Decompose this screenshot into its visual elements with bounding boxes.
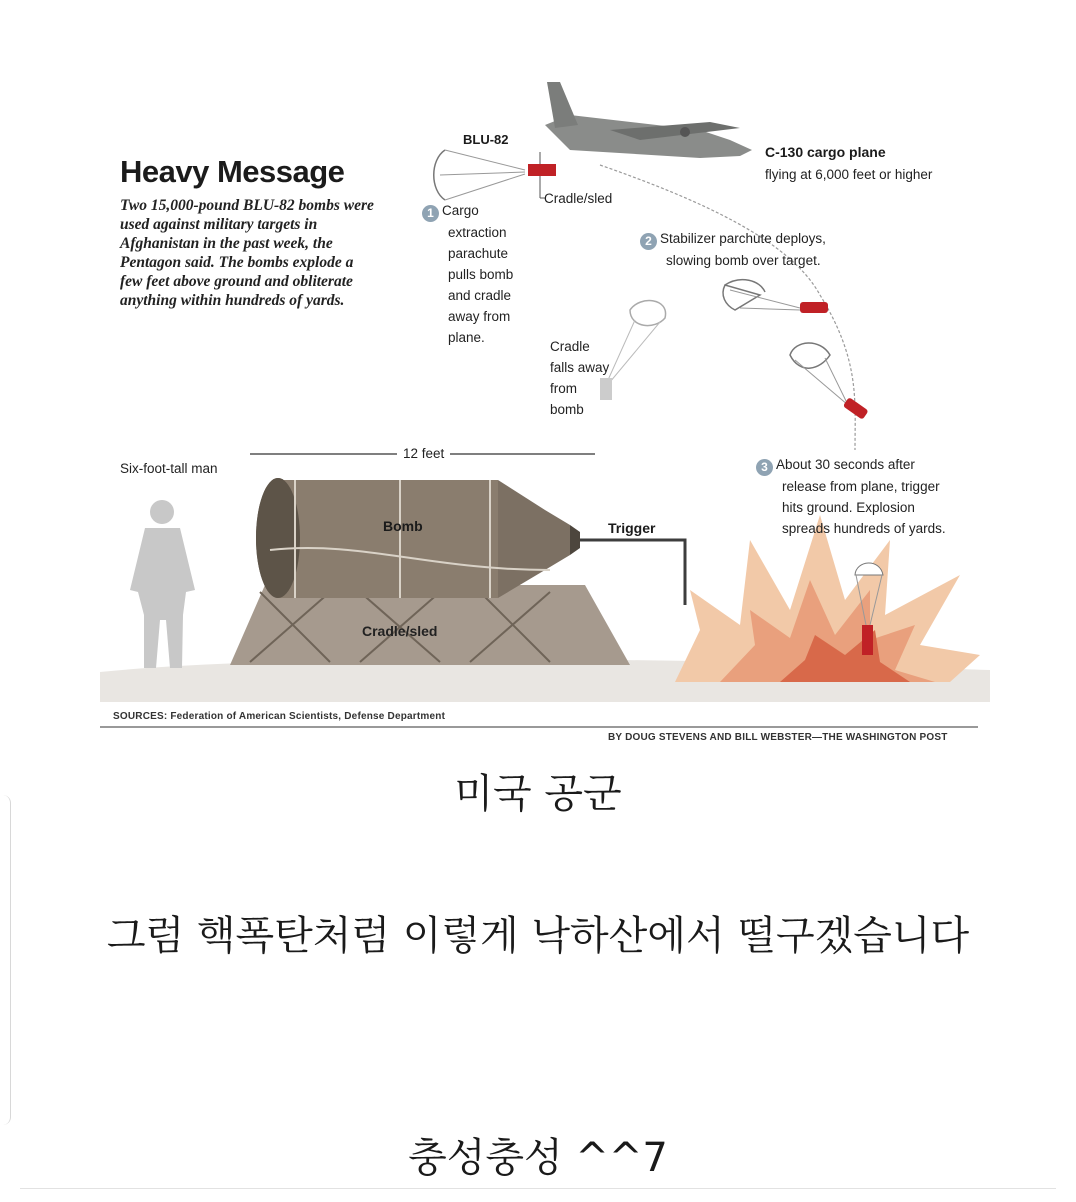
step1-line: and cradle [448,288,512,303]
blu82-label: BLU-82 [463,132,509,147]
step3-line: About 30 seconds after [776,457,915,472]
step2-number: 2 [640,233,657,250]
man-label: Six-foot-tall man [120,461,218,476]
caption-line-3: 충성충성 ^^7 [408,1135,668,1181]
stabilizer-parachute-icon-2 [790,343,869,420]
cradle-falls-line: from [550,381,577,396]
step3-line: spreads hundreds of yards. [782,521,946,536]
step3-line: hits ground. Explosion [782,500,915,515]
c130-plane-icon [545,82,752,158]
step1-number: 1 [422,205,439,222]
infographic-intro: Two 15,000-pound BLU-82 bombs were used against military targets in Afghanistan in the past week, the Pentagon said. The bombs explode a few feet above ground and obliterate anything within hundreds of yards. [120,197,374,309]
infographic-title: Heavy Message [120,154,345,189]
cradle-falls-text [550,336,609,420]
cradle-sled-top-label: Cradle/sled [544,191,613,206]
plane-altitude-label: flying at 6,000 feet or higher [765,167,933,182]
bottom-divider [20,1188,1056,1189]
cradle-falls-line: Cradle [550,339,590,354]
explosion-graphic [675,515,980,682]
man-silhouette-icon [130,500,195,668]
bomb-graphic [230,478,685,665]
step1-line: away from [448,309,511,324]
stabilizer-parachute-icon [723,280,828,313]
step2-line: Stabilizer parchute deploys, [660,231,826,246]
caption-line-1: 미국 공군 [454,771,622,817]
cradle-parachute-icon [600,301,666,400]
blu82-infographic [100,70,990,750]
bomb-label: Bomb [383,518,423,534]
trigger-label: Trigger [608,520,656,536]
step1-line: pulls bomb [448,267,514,282]
cradle-falls-line: falls away [550,360,610,375]
caption-line-2: 그럼 핵폭탄처럼 이렇게 낙하산에서 떨구겠습니다 [106,913,970,959]
plane-name-label: C-130 cargo plane [765,144,886,160]
step2-line: slowing bomb over target. [666,253,821,268]
sources-credit: SOURCES: Federation of American Scientists, Defense Department [113,711,446,722]
step1-text [422,200,513,348]
step2-text [640,228,826,271]
step3-line: release from plane, trigger [782,479,940,494]
length-label: 12 feet [397,443,450,464]
byline-credit: BY DOUG STEVENS AND BILL WEBSTER—THE WASHINGTON POST [608,732,948,743]
step3-number: 3 [756,459,773,476]
extraction-parachute-icon [434,150,556,200]
step1-line: extraction [448,225,507,240]
step3-text [756,454,946,539]
step1-line: Cargo [442,203,479,218]
cradle-sled-bottom-label: Cradle/sled [362,623,438,639]
cradle-falls-line: bomb [550,402,584,417]
step1-line: plane. [448,330,485,345]
step1-line: parachute [448,246,509,261]
left-panel-edge [0,795,11,1125]
